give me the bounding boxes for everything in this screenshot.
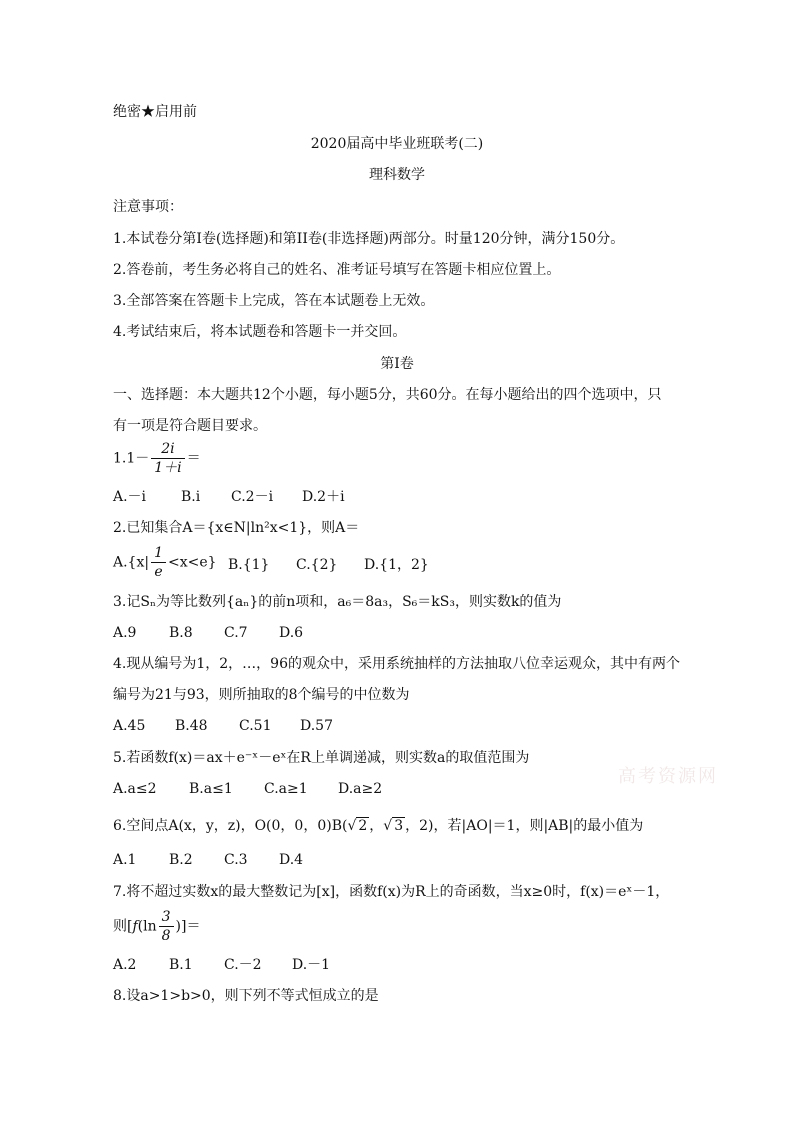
q6-option-b: B.2	[169, 852, 193, 868]
q3-option-a: A.9	[113, 625, 137, 641]
q1-option-d: D.2＋i	[302, 489, 345, 505]
q4-option-d: D.57	[300, 718, 333, 734]
q6-option-c: C.3	[224, 852, 248, 868]
q4-option-c: C.51	[239, 718, 272, 734]
exam-title: 2020届高中毕业班联考(二)	[310, 136, 484, 152]
q1-option-b: B.i	[181, 489, 201, 505]
q6-prefix: 6.空间点A(x，y，z)，O(0，0，0)B(	[113, 818, 348, 834]
question-7-stem: 7.将不超过实数x的最大整数记为[x]，函数f(x)为R上的奇函数，当x≥0时，f(x)＝eˣ－1，	[113, 884, 670, 900]
q6-comma: ，	[369, 818, 384, 834]
q1-denominator: 1＋i	[154, 460, 182, 476]
section-instruction: 一、选择题：本大题共12个小题，每小题5分，共60分。在每小题给出的四个选项中，只	[113, 387, 662, 403]
q2-opta-denominator: e	[154, 564, 163, 580]
q1-numerator: 2i	[151, 440, 184, 459]
q7-option-d: D.－1	[292, 957, 331, 973]
question-1-stem	[113, 440, 201, 477]
q6-sqrt-3: √ 3	[383, 818, 404, 834]
q2-option-b: B.{1}	[228, 557, 270, 573]
question-2-stem: 2.已知集合A＝{x∈N|ln²x<1}，则A＝	[113, 520, 360, 536]
q1-fraction	[151, 440, 184, 477]
q7-f: f	[132, 918, 138, 935]
q1-suffix: ＝	[186, 450, 201, 467]
q1-prefix: 1.1－	[113, 450, 150, 467]
q2-opta-numerator: 1	[151, 544, 166, 563]
q7-option-b: B.1	[169, 957, 193, 973]
question-8-stem: 8.设a>1>b>0，则下列不等式恒成立的是	[113, 988, 379, 1004]
q2-opta-suffix: <x<e}	[168, 554, 217, 571]
question-4-stem: 4.现从编号为1，2，…，96的观众中，采用系统抽样的方法抽取八位幸运观众，其中有两个	[113, 656, 680, 672]
q3-option-d: D.6	[279, 625, 304, 641]
note-item: 4.考试结束后，将本试题卷和答题卡一并交回。	[113, 324, 407, 340]
question-6-stem	[113, 816, 643, 836]
q5-option-c: C.a≥1	[264, 781, 308, 797]
q7-denominator: 8	[161, 928, 171, 944]
q4-option-b: B.48	[175, 718, 208, 734]
q6-radicand-2: 2	[358, 818, 368, 834]
q2-opta-prefix: A.{x|	[113, 554, 150, 571]
part-title: 第I卷	[380, 356, 414, 372]
q6-option-a: A.1	[113, 852, 137, 868]
q7-option-a: A.2	[113, 957, 137, 973]
q3-option-b: B.8	[169, 625, 193, 641]
q2-option-c: C.{2}	[296, 557, 338, 573]
q7-prefix: 则[	[113, 918, 133, 935]
q6-sqrt-2: √ 2	[347, 818, 368, 834]
q2-option-a	[113, 544, 217, 581]
note-item: 1.本试卷分第I卷(选择题)和第II卷(非选择题)两部分。时量120分钟，满分150分。	[113, 231, 625, 247]
secret-label: 绝密★启用前	[113, 104, 197, 120]
q1-option-c: C.2－i	[231, 489, 274, 505]
section-instruction-cont: 有一项是符合题目要求。	[113, 418, 267, 434]
q4-option-a: A.45	[113, 718, 146, 734]
question-4-stem-cont: 编号为21与93，则所抽取的8个编号的中位数为	[113, 687, 410, 703]
q7-ln: (ln	[137, 918, 157, 935]
notes-heading: 注意事项：	[113, 199, 183, 215]
q6-radicand-3: 3	[394, 818, 404, 834]
question-7-stem-cont	[113, 908, 200, 945]
q6-option-d: D.4	[279, 852, 304, 868]
q7-close: )]＝	[175, 918, 201, 935]
question-5-stem: 5.若函数f(x)＝ax＋e⁻ˣ－eˣ在R上单调递减，则实数a的取值范围为	[113, 750, 530, 766]
q5-option-b: B.a≤1	[189, 781, 233, 797]
q6-suffix: ，2)，若|AO|＝1，则|AB|的最小值为	[405, 818, 644, 834]
q2-option-d: D.{1，2}	[364, 557, 429, 573]
note-item: 3.全部答案在答题卡上完成，答在本试题卷上无效。	[113, 293, 435, 309]
watermark: 高考资源网	[618, 766, 718, 787]
q7-numerator: 3	[159, 908, 174, 927]
q5-option-a: A.a≤2	[113, 781, 157, 797]
question-3-stem: 3.记Sₙ为等比数列{aₙ}的前n项和，a₆＝8a₃，S₆＝kS₃，则实数k的值为	[113, 594, 562, 610]
subject-title: 理科数学	[369, 167, 425, 183]
q5-option-d: D.a≥2	[338, 781, 383, 797]
q3-option-c: C.7	[224, 625, 248, 641]
q1-option-a: A.－i	[113, 489, 147, 505]
note-item: 2.答卷前，考生务必将自己的姓名、准考证号填写在答题卡相应位置上。	[113, 262, 561, 278]
q7-fraction	[159, 908, 174, 945]
q2-opta-fraction	[151, 544, 166, 581]
q7-option-c: C.－2	[224, 957, 262, 973]
